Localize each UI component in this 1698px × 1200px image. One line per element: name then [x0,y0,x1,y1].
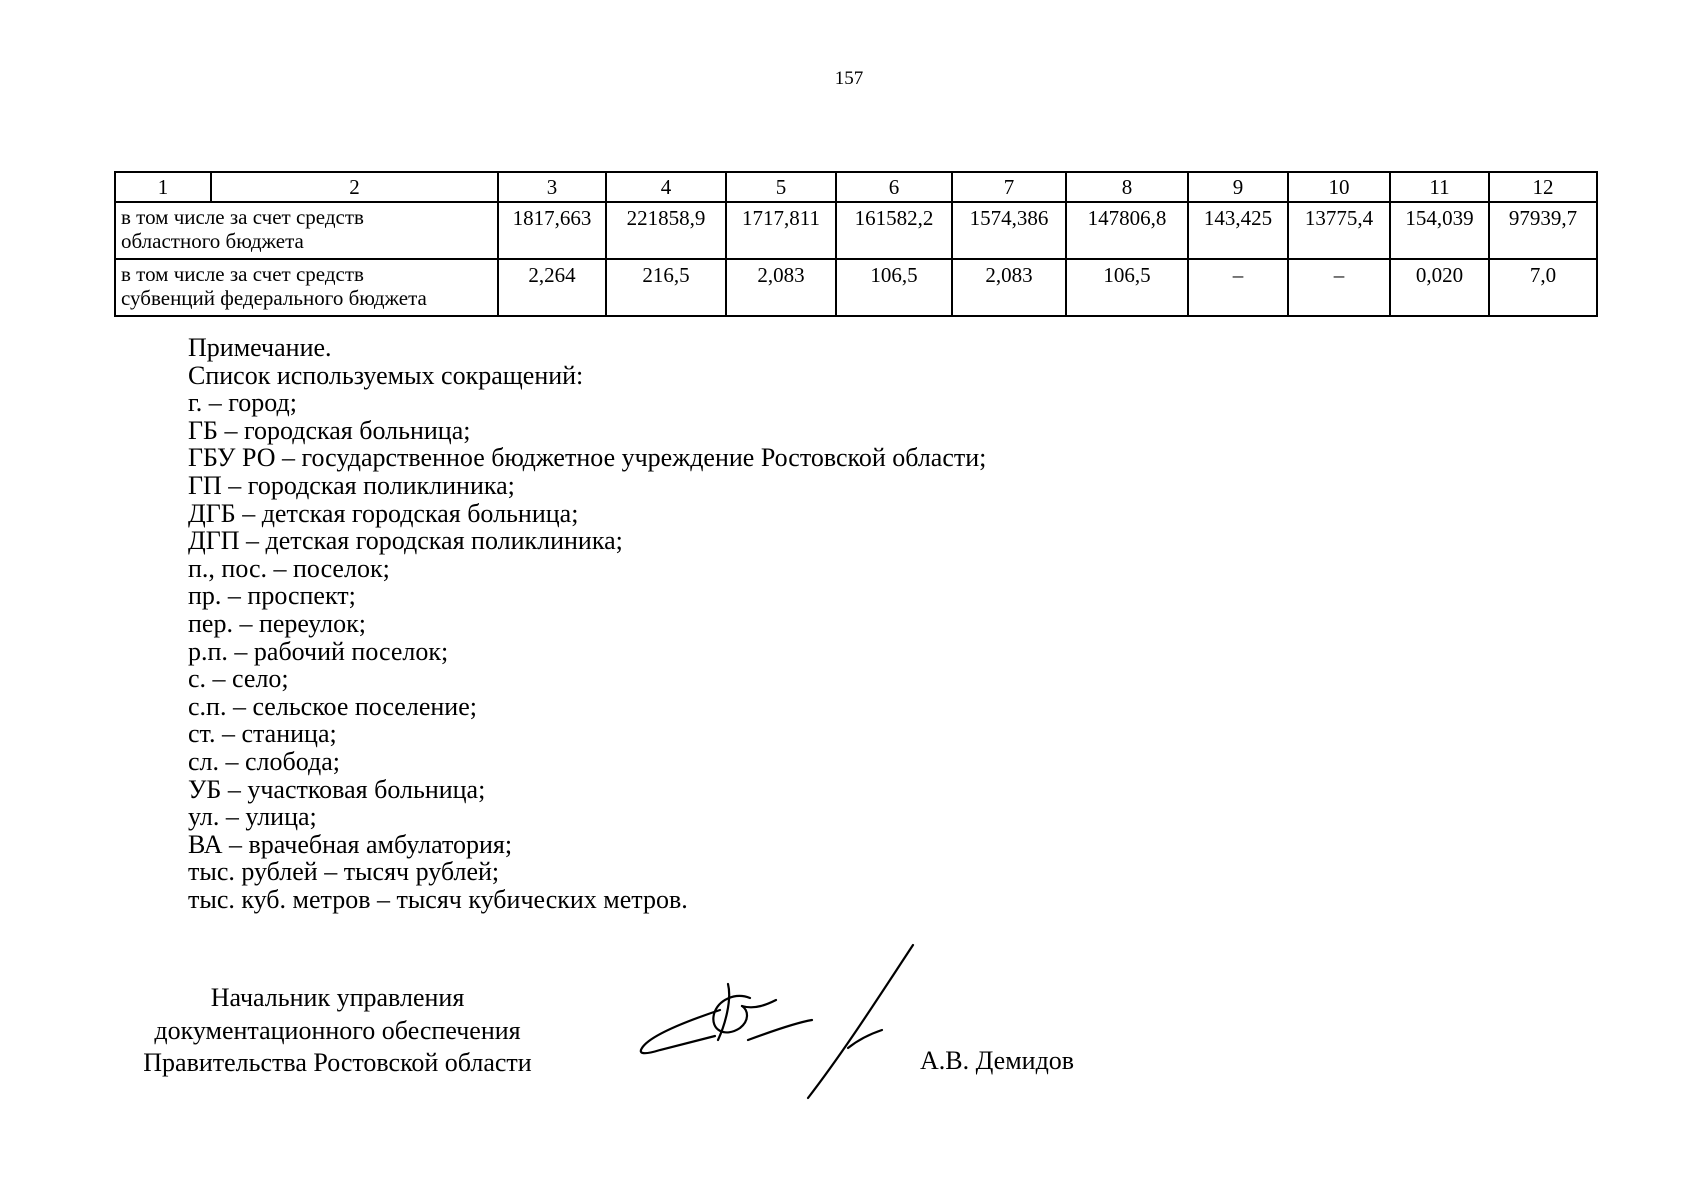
signatory-name: А.В. Демидов [920,1046,1075,1075]
abbreviation-item: ГП – городская поликлиника; [188,470,515,500]
row-label [115,259,498,316]
table-row [115,259,1597,316]
column-header: 8 [1066,172,1188,202]
abbreviation-item: г. – город; [188,388,297,418]
table-cell: 106,5 [836,259,952,316]
abbreviation-item: ВА – врачебная амбулатория; [188,829,513,859]
abbreviation-item: ГБ – городская больница; [188,415,471,445]
column-header: 10 [1288,172,1390,202]
table-cell: 2,083 [726,259,836,316]
table-cell: 13775,4 [1288,202,1390,259]
signatory-position-line: Начальник управления [210,983,465,1012]
table-cell: 2,264 [498,259,606,316]
table-cell: 2,083 [952,259,1066,316]
column-header: 3 [498,172,606,202]
row-label [115,202,498,259]
handwritten-signature [630,940,920,1100]
page-number: 157 [834,68,864,89]
abbreviation-item: с.п. – сельское поселение; [188,691,477,721]
table-cell: 1574,386 [952,202,1066,259]
signatory-position-line: Правительства Ростовской области [143,1048,532,1077]
row-label-line: субвенций федерального бюджета [121,286,427,310]
column-header: 1 [115,172,211,202]
budget-table [114,171,1598,317]
notes-heading: Примечание. [188,333,332,362]
abbreviation-item: ул. – улица; [188,802,317,832]
column-header: 11 [1390,172,1489,202]
column-header: 6 [836,172,952,202]
abbreviation-item: УБ – участковая больница; [188,774,486,804]
table-cell: 154,039 [1390,202,1489,259]
abbreviation-item: ГБУ РО – государственное бюджетное учреждение Ростовской области; [188,443,987,473]
column-header: 2 [211,172,498,202]
row-label-line: областного бюджета [121,229,304,253]
row-label-line: в том числе за счет средств [121,262,364,286]
table-cell: 161582,2 [836,202,952,259]
column-header: 9 [1188,172,1288,202]
table-cell: 216,5 [606,259,726,316]
table-cell: 7,0 [1489,259,1597,316]
abbreviation-item: ДГБ – детская городская больница; [188,498,579,528]
table-cell: 147806,8 [1066,202,1188,259]
abbreviation-item: тыс. куб. метров – тысяч кубических метров. [188,884,688,914]
table-cell: – [1288,259,1390,316]
column-header: 5 [726,172,836,202]
abbreviation-item: пер. – переулок; [188,608,366,638]
abbreviation-item: тыс. рублей – тысяч рублей; [188,857,500,887]
abbreviation-item: ДГП – детская городская поликлиника; [188,526,623,556]
table-cell: 0,020 [1390,259,1489,316]
table-row [115,202,1597,259]
table-cell: 97939,7 [1489,202,1597,259]
abbreviation-item: с. – село; [188,664,289,694]
column-header: 7 [952,172,1066,202]
signatory-position [110,982,565,1080]
abbreviation-item: ст. – станица; [188,719,337,749]
row-label-line: в том числе за счет средств [121,205,364,229]
column-header: 12 [1489,172,1597,202]
table-cell: 143,425 [1188,202,1288,259]
signatory-position-line: документационного обеспечения [154,1015,521,1045]
abbreviation-item: р.п. – рабочий поселок; [188,636,449,666]
column-header: 4 [606,172,726,202]
table-header-row [115,172,1597,202]
table-cell: – [1188,259,1288,316]
abbreviation-item: пр. – проспект; [188,581,356,611]
abbreviation-item: п., пос. – поселок; [188,553,390,583]
notes-section [188,334,986,913]
table-cell: 106,5 [1066,259,1188,316]
abbreviations-title: Список используемых сокращений: [188,360,584,390]
abbreviation-item: сл. – слобода; [188,746,341,776]
table-cell: 1717,811 [726,202,836,259]
table-cell: 1817,663 [498,202,606,259]
table-cell: 221858,9 [606,202,726,259]
